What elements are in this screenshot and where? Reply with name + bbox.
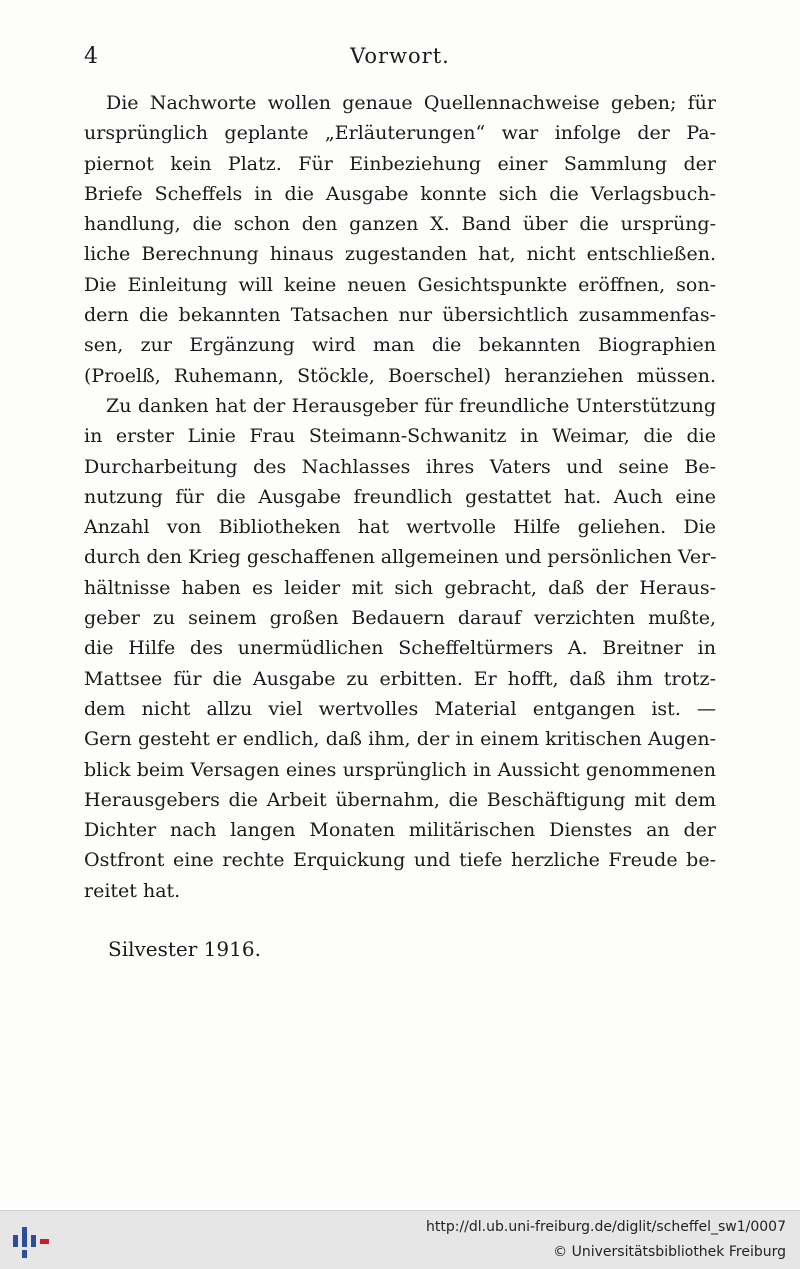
text-line: Briefe Scheffels in die Ausgabe konnte sich die Verlagsbuch- [84,182,716,205]
text-line: die Hilfe des unermüdlichen Scheffeltürmers A. Breitner in [84,637,716,660]
text-line: blick beim Versagen eines ursprünglich in Aussicht genommenen [84,758,716,781]
text-line: piernot kein Platz. Für Einbeziehung einer Sammlung der [84,152,716,175]
text-line: liche Berechnung hinaus zugestanden hat, nicht entschließen. [84,243,716,266]
text-line: nutzung für die Ausgabe freundlich gestattet hat. Auch eine [84,485,716,508]
ub-freiburg-logo-icon[interactable] [10,1221,52,1261]
text-line: Ostfront eine rechte Erquickung und tiefe herzliche Freude be- [84,849,716,872]
text-line: Dichter nach langen Monaten militärischen Dienstes an der [84,819,716,842]
text-line: Die Einleitung will keine neuen Gesichtspunkte eröffnen, son- [84,273,716,296]
text-line: hältnisse haben es leider mit sich gebracht, daß der Heraus- [84,576,716,599]
text-line: reitet hat. [84,879,181,902]
page-header [84,44,716,74]
text-line: Gern gesteht er endlich, daß ihm, der in einem kritischen Augen- [84,728,716,751]
body-text [84,88,716,906]
text-line: Anzahl von Bibliotheken hat wertvolle Hilfe geliehen. Die [84,516,716,539]
text-line: sen, zur Ergänzung wird man die bekannten Biographien [84,334,716,357]
text-line: Herausgebers die Arbeit übernahm, die Beschäftigung mit dem [84,788,716,811]
text-line: dem nicht allzu viel wertvolles Material entgangen ist. — [84,697,716,720]
text-line: Zu danken hat der Herausgeber für freundliche Unterstützung [106,394,716,417]
text-line: ursprünglich geplante „Erläuterungen“ war infolge der Pa- [84,122,716,145]
running-head: Vorwort. [350,44,450,68]
copyright-notice: © Universitätsbibliothek Freiburg [553,1244,786,1260]
text-line: Durcharbeitung des Nachlasses ihres Vaters und seine Be- [84,455,716,478]
text-line: Die Nachworte wollen genaue Quellennachweise geben; für [106,92,716,114]
text-line: (Proelß, Ruhemann, Stöckle, Boerschel) heranziehen müssen. [84,364,716,387]
text-line: Mattsee für die Ausgabe zu erbitten. Er hofft, daß ihm trotz- [84,667,716,690]
text-line: geber zu seinem großen Bedauern darauf verzichten mußte, [84,607,716,630]
text-line: handlung, die schon den ganzen X. Band über die ursprüng- [84,213,716,236]
viewer-footer [0,1210,800,1269]
text-line: in erster Linie Frau Steimann-Schwanitz in Weimar, die die [84,425,716,448]
signature-date: Silvester 1916. [108,937,261,961]
text-line: durch den Krieg geschaffenen allgemeinen und persönlichen Ver- [84,546,717,569]
text-line: dern die bekannten Tatsachen nur übersichtlich zusammenfas- [84,304,716,327]
document-url-link[interactable]: http://dl.ub.uni-freiburg.de/diglit/scheffel_sw1/0007 [426,1219,786,1235]
page-number: 4 [84,44,98,69]
